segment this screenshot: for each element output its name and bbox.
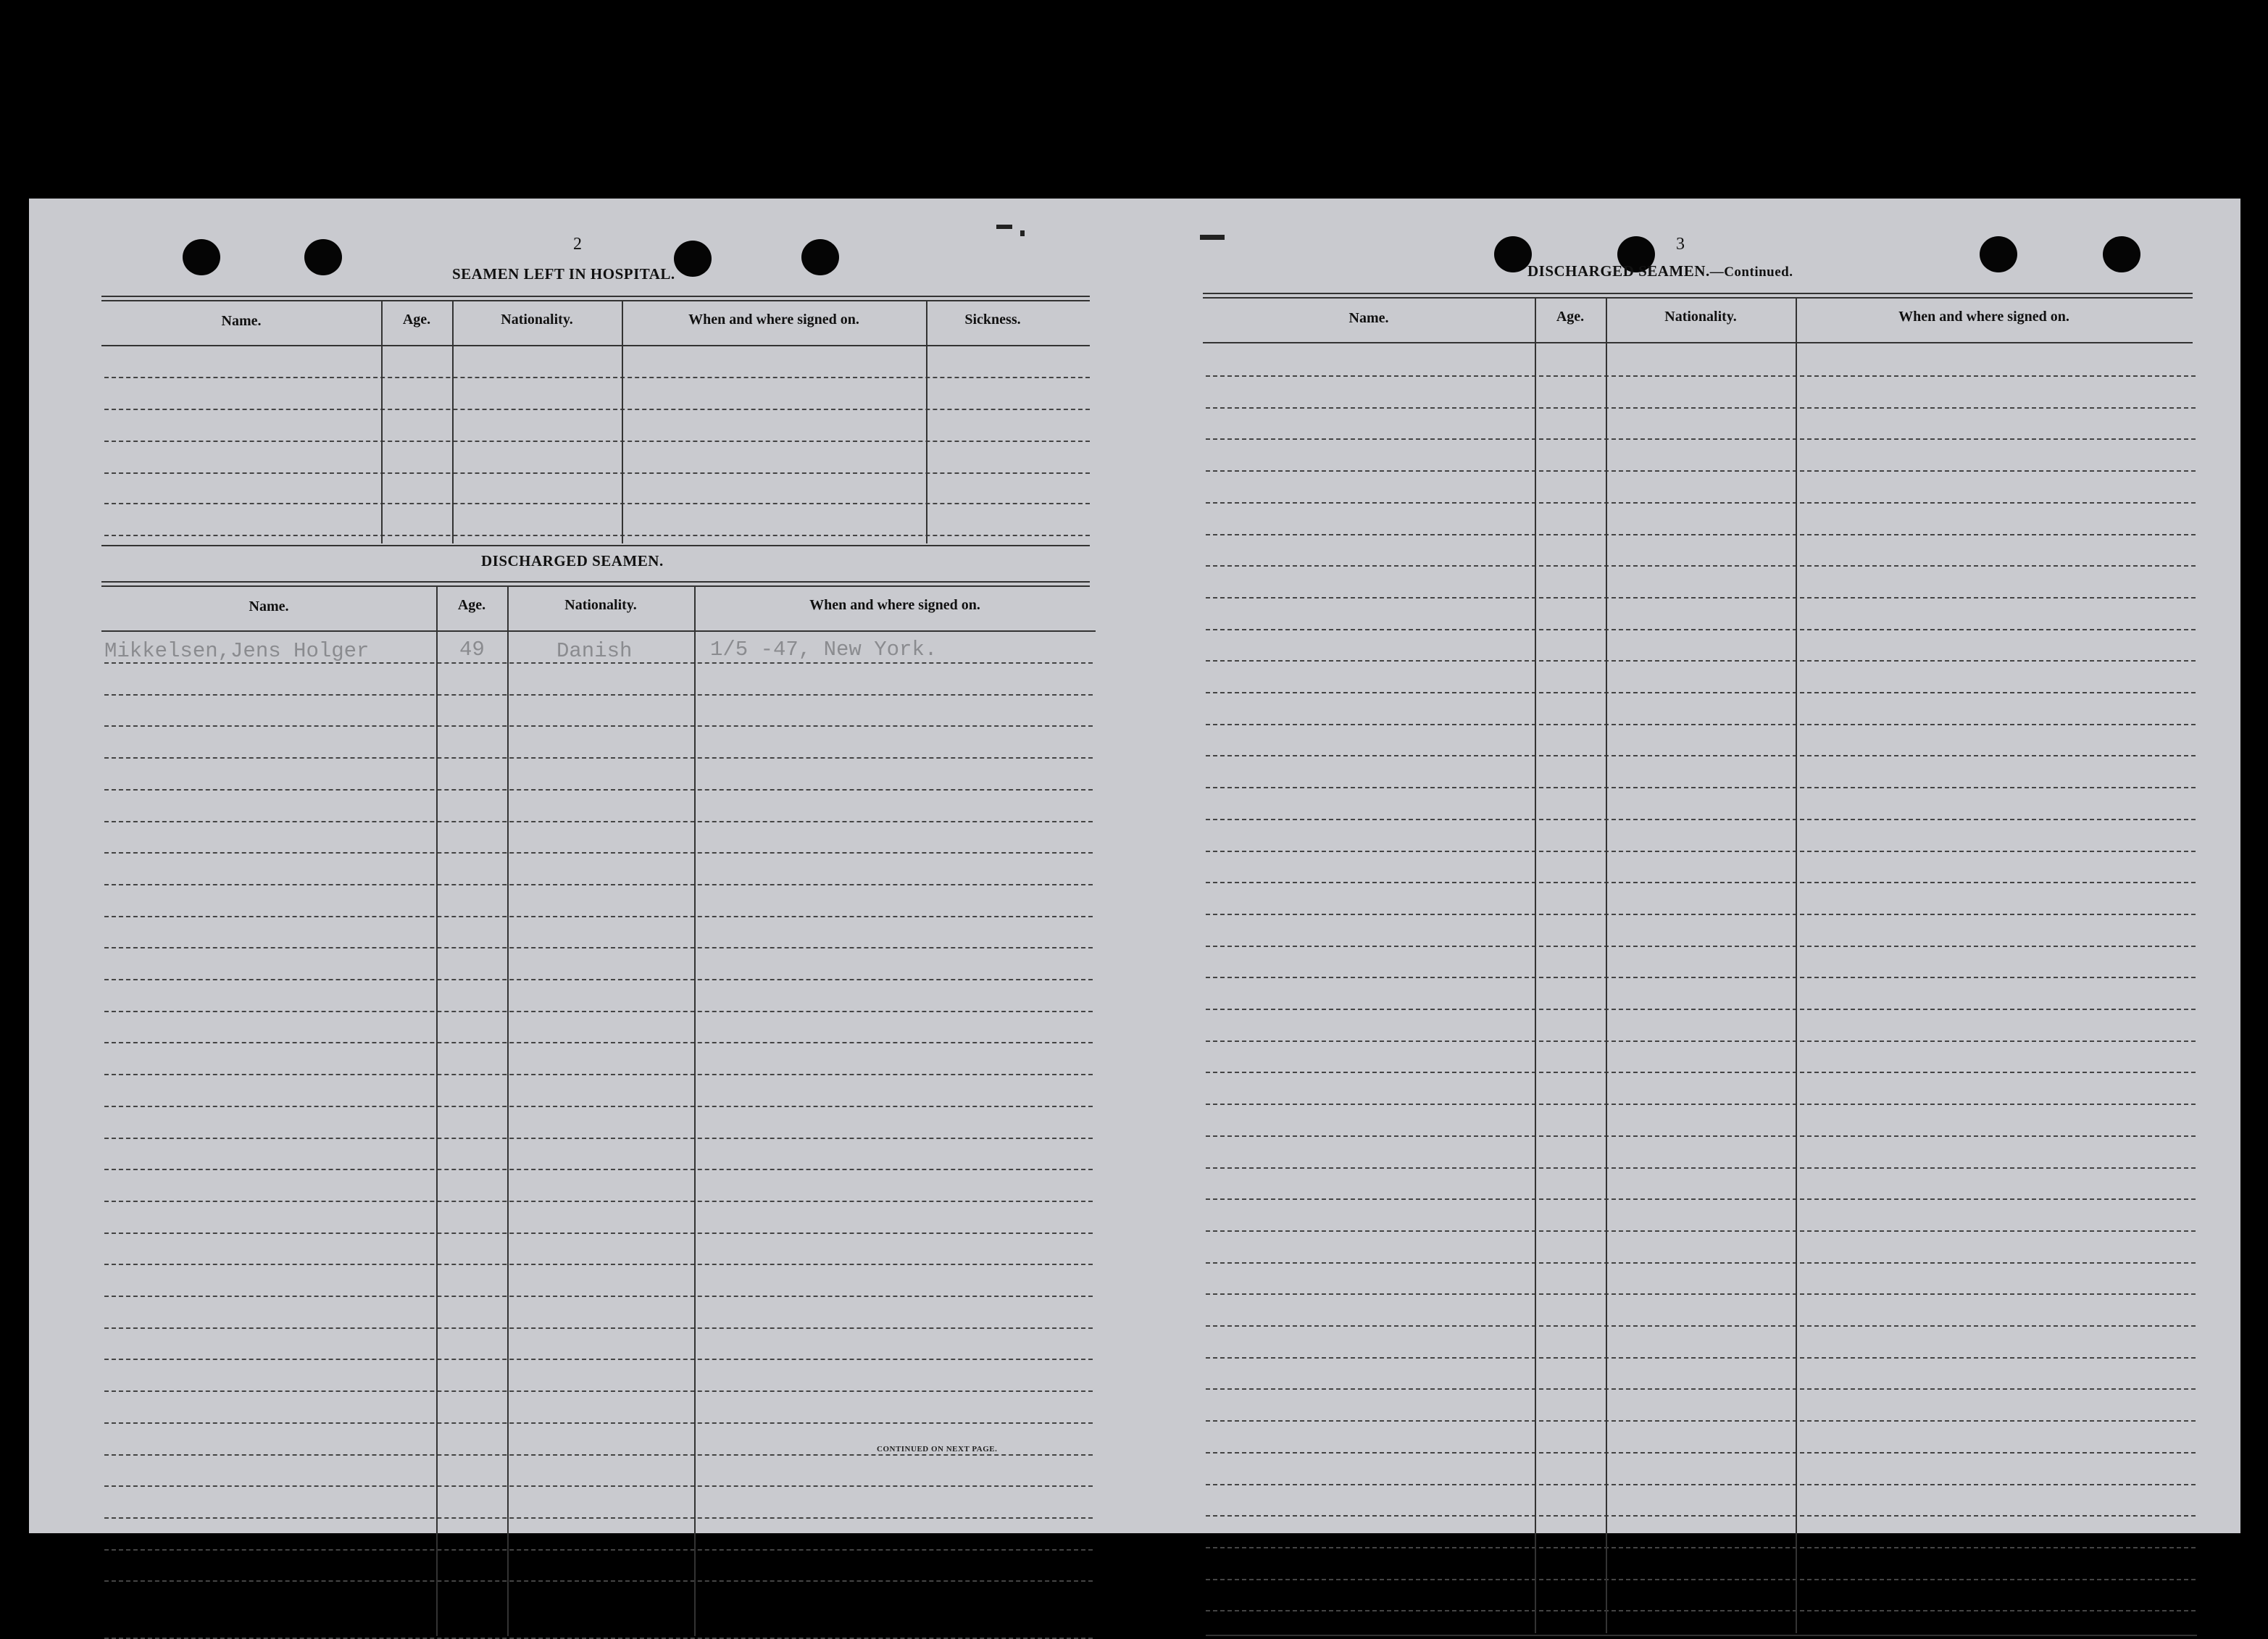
ruled-line [104, 979, 1093, 980]
column-header-name: Name. [249, 599, 289, 614]
ruled-line [1206, 851, 2196, 852]
ruled-line [1206, 1104, 2196, 1105]
ruled-line [1206, 1230, 2196, 1232]
column-header-name: Name. [221, 313, 262, 329]
ruled-line [104, 1264, 1093, 1265]
ruled-line [104, 884, 1093, 885]
ruled-line [1206, 724, 2196, 725]
ruled-line [1206, 1072, 2196, 1073]
binder-hole-5 [1494, 236, 1532, 272]
ruled-line [104, 1454, 1093, 1456]
ruled-line [1206, 1547, 2196, 1548]
ruled-line [104, 1359, 1093, 1360]
seaman-age: 49 [459, 638, 485, 662]
ruled-line [104, 1296, 1093, 1297]
discharged-section-title: DISCHARGED SEAMEN. [481, 552, 664, 570]
column-header-nationality: Nationality. [501, 312, 573, 328]
ruled-line [1206, 660, 2196, 662]
ruled-line [1206, 1167, 2196, 1169]
ruled-line [104, 1138, 1093, 1139]
ruled-line [104, 1485, 1093, 1487]
ruled-line [1206, 1135, 2196, 1137]
ruled-line [104, 1580, 1093, 1582]
ruled-line [1206, 1325, 2196, 1327]
ruled-line [1206, 787, 2196, 788]
column-header-name: Name. [1348, 310, 1389, 326]
ink-mark [996, 225, 1012, 229]
ruled-line [1206, 1262, 2196, 1264]
ink-mark [1020, 230, 1025, 236]
ruled-line [1206, 1515, 2196, 1517]
ruled-line [1206, 1009, 2196, 1010]
ruled-line [1206, 1198, 2196, 1200]
ruled-line [1206, 1040, 2196, 1042]
ruled-line [1206, 1357, 2196, 1359]
ruled-line [1206, 946, 2196, 947]
column-header-age: Age. [457, 597, 486, 613]
ruled-line [1206, 1293, 2196, 1295]
ruled-line [1206, 629, 2196, 630]
page-number-left: 2 [573, 235, 582, 254]
seaman-signed-on: 1/5 -47, New York. [710, 638, 938, 662]
ruled-line [104, 725, 1093, 727]
ruled-line [104, 1549, 1093, 1551]
ruled-line [1206, 819, 2196, 820]
ruled-line [104, 852, 1093, 854]
ruled-line [1206, 1610, 2196, 1611]
right-title-suffix: —Continued. [1709, 264, 1793, 280]
ruled-line [1206, 1452, 2196, 1454]
ruled-line [1206, 1484, 2196, 1485]
ruled-line [104, 1327, 1093, 1329]
binder-hole-7 [1980, 236, 2017, 272]
ruled-line [1206, 565, 2196, 567]
ledger-sheet [29, 199, 2240, 1533]
binder-hole-8 [2103, 236, 2140, 272]
ruled-line [104, 947, 1093, 948]
ruled-line [1206, 755, 2196, 756]
column-header-signed-on: When and where signed on. [688, 312, 859, 328]
column-header-signed-on: When and where signed on. [1898, 309, 2069, 325]
ruled-line [104, 789, 1093, 791]
ruled-line [104, 1390, 1093, 1392]
ruled-line [1206, 438, 2196, 440]
column-header-age: Age. [402, 312, 431, 328]
ruled-line [104, 757, 1093, 759]
ruled-line [104, 821, 1093, 822]
ruled-line [104, 1517, 1093, 1519]
page-number-right: 3 [1676, 235, 1685, 254]
ruled-line [104, 1106, 1093, 1107]
ruled-line [1206, 692, 2196, 693]
right-title-text: DISCHARGED SEAMEN. [1527, 262, 1710, 280]
column-header-signed-on: When and where signed on. [809, 597, 980, 613]
ruled-line [104, 1042, 1093, 1043]
binder-hole-4 [801, 239, 839, 275]
ruled-line [104, 1201, 1093, 1202]
binder-hole-2 [304, 239, 342, 275]
ink-mark [1200, 235, 1225, 240]
binder-hole-1 [183, 239, 220, 275]
ruled-line [104, 1169, 1093, 1170]
ruled-line [1206, 1388, 2196, 1390]
hospital-section-title: SEAMEN LEFT IN HOSPITAL. [452, 265, 675, 283]
ruled-line [104, 1074, 1093, 1075]
ruled-line [104, 1233, 1093, 1234]
ruled-line [1206, 977, 2196, 978]
column-header-sickness: Sickness. [964, 312, 1021, 328]
ruled-line [1206, 597, 2196, 599]
column-header-age: Age. [1556, 309, 1585, 325]
ruled-line [1206, 470, 2196, 472]
ruled-line [1206, 534, 2196, 535]
ruled-line [1206, 375, 2196, 377]
ruled-line [104, 694, 1093, 696]
column-header-nationality: Nationality. [1664, 309, 1737, 325]
seaman-name: Mikkelsen,Jens Holger [104, 639, 370, 663]
right-section-title [1527, 262, 1793, 280]
seaman-nationality: Danish [556, 639, 633, 663]
ruled-line [104, 1422, 1093, 1424]
binder-hole-3 [674, 241, 712, 277]
ruled-line [1206, 407, 2196, 409]
column-header-nationality: Nationality. [564, 597, 637, 613]
ruled-line [1206, 1420, 2196, 1422]
ruled-line [1206, 502, 2196, 504]
ruled-line [1206, 914, 2196, 915]
ruled-line [104, 662, 1093, 664]
ruled-line [1206, 882, 2196, 883]
ruled-line [1206, 1579, 2196, 1580]
continued-footer: CONTINUED ON NEXT PAGE. [877, 1445, 998, 1454]
ruled-line [104, 1011, 1093, 1012]
ruled-line [104, 916, 1093, 917]
